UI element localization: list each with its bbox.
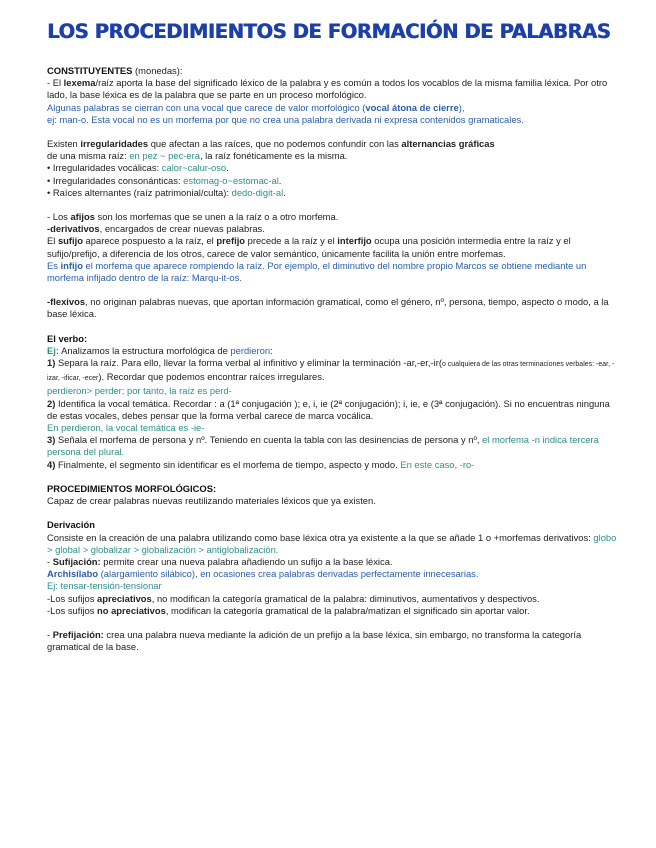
verbo-step-1: 1) Separa la raíz. Para ello, llevar la forma verbal al infinitivo y eliminar la terminación -ar,-er,-ir(o cualquiera de las otras terminaciones verbales: -ear, -izar, -ificar, -ecer). Recordar que podemos encontrar raíces irregulares.: [47, 357, 615, 383]
verbo-step-2-example: En perdieron, la vocal temática es -ie-: [47, 422, 205, 434]
lexema-paragraph: - El lexema/raíz aporta la base del significado léxico de la palabra y es común a todos los vocablos de la misma familia léxica. Por otro lado, la base léxica es de la palabra que se parte en un proceso morfológico.: [47, 77, 608, 101]
verbo-step-2: 2) Identifica la vocal temática. Recordar : a (1ª conjugación ); e, i, ie (2ª conjugación); i, ie, e (3ª conjugación). Si no encuentras ninguna de estas vocales, debes pensar que la forma verbal carece de marca vocálica.: [47, 397, 610, 421]
no-apreciativos-paragraph: -Los sufijos no apreciativos, modifican la categoría gramatical de la palabra/matizan el significado sin aportar valor.: [47, 604, 530, 616]
derivacion-paragraph: Consiste en la creación de una palabra utilizando como base léxica otra ya existente a la que se añade 1 o +morfemas derivativos: globo > global > globalizar > globalización > antiglobalización.: [47, 531, 617, 555]
archisilabo-line: Archisílabo (alargamiento silábico), en ocasiones crea palabras derivadas perfectamente innecesarias.: [47, 568, 479, 580]
derivacion-heading: Derivación: [47, 519, 95, 531]
verbo-heading: El verbo:: [47, 332, 88, 344]
derivativos-line: -derivativos, encargados de crear nuevas palabras.: [47, 223, 265, 235]
procedimientos-text: Capaz de crear palabras nuevas reutilizando materiales léxicos que ya existen.: [47, 495, 376, 507]
bullet-alternantes: • Raíces alternantes (raíz patrimonial/culta): dedo-digit-al.: [47, 186, 286, 198]
bullet-vocalicas: • Irregularidades vocálicas: calor~calur-oso.: [47, 162, 229, 174]
sufijacion-line: - Sufijación: permite crear una nueva palabra añadiendo un sufijo a la base léxica.: [47, 555, 393, 567]
alternancias-line: de una misma raíz: en pez ~ pec-era, la raíz fonéticamente es la misma.: [47, 150, 348, 162]
apreciativos-paragraph: -Los sufijos apreciativos, no modifican la categoría gramatical de la palabra: diminutivos, aumentativos y despectivos.: [47, 592, 540, 604]
bullet-consonanticas: • Irregularidades consonánticas: estomag-o~estomac-al.: [47, 174, 282, 186]
infijo-paragraph: Es infijo el morfema que aparece rompiendo la raíz. Por ejemplo, el diminutivo del nombre propio Marcos se obtiene mediante un morfema infijado dentro de la raíz: Marqu-it-os.: [47, 259, 587, 284]
archisilabo-example: Ej: tensar-tensión-tensionar: [47, 580, 162, 592]
afijos-line: - Los afijos son los morfemas que se unen a la raíz o a otro morfema.: [47, 211, 339, 223]
constituyentes-heading: CONSTITUYENTES (monedas):: [47, 65, 183, 76]
verbo-step-4: 4) Finalmente, el segmento sin identificar es el morfema de tiempo, aspecto y modo. En este caso, -ro-: [47, 458, 475, 470]
vocal-example: ej: man-o. Esta vocal no es un morfema por que no crea una palabra derivada ni expresa contenidos gramaticales.: [47, 113, 524, 125]
verbo-example-intro: Ej: Analizamos la estructura morfológica de perdieron:: [47, 344, 273, 356]
sufijo-paragraph: El sufijo aparece pospuesto a la raíz, el prefijo precede a la raíz y el interfijo ocupa una posición intermedia entre la raíz y el sufijo/prefijo, a diferencia de los otros, carece de valor semántico, únicamente facilita la unión entre morfemas.: [47, 235, 571, 259]
page-title: LOS PROCEDIMIENTOS DE FORMACIÓN DE PALABRAS: [47, 20, 611, 43]
prefijacion-paragraph: - Prefijación: crea una palabra nueva mediante la adición de un prefijo a la base léxica, sin embargo, no transforma la categoría gramatical de la base.: [47, 628, 582, 653]
procedimientos-heading: PROCEDIMIENTOS MORFOLÓGICOS:: [47, 482, 217, 494]
verbo-step-1-example: perdieron> perder; por tanto, la raíz es perd-: [47, 385, 232, 397]
document-body: [47, 65, 619, 653]
vocal-atona-paragraph: Algunas palabras se cierran con una vocal que carece de valor morfológico (vocal átona de cierre),: [47, 101, 465, 113]
verbo-step-3: 3) Señala el morfema de persona y nº. Teniendo en cuenta la tabla con las desinencias de persona y nº, el morfema -n indica tercera persona del plural.: [47, 434, 599, 458]
irregularidades-paragraph: Existen irregularidades que afectan a las raíces, que no podemos confundir con las alternancias gráficas: [47, 138, 495, 150]
flexivos-paragraph: -flexivos, no originan palabras nuevas, que aportan información gramatical, como el género, nº, persona, tiempo, aspecto o modo, a la base léxica.: [47, 296, 609, 320]
